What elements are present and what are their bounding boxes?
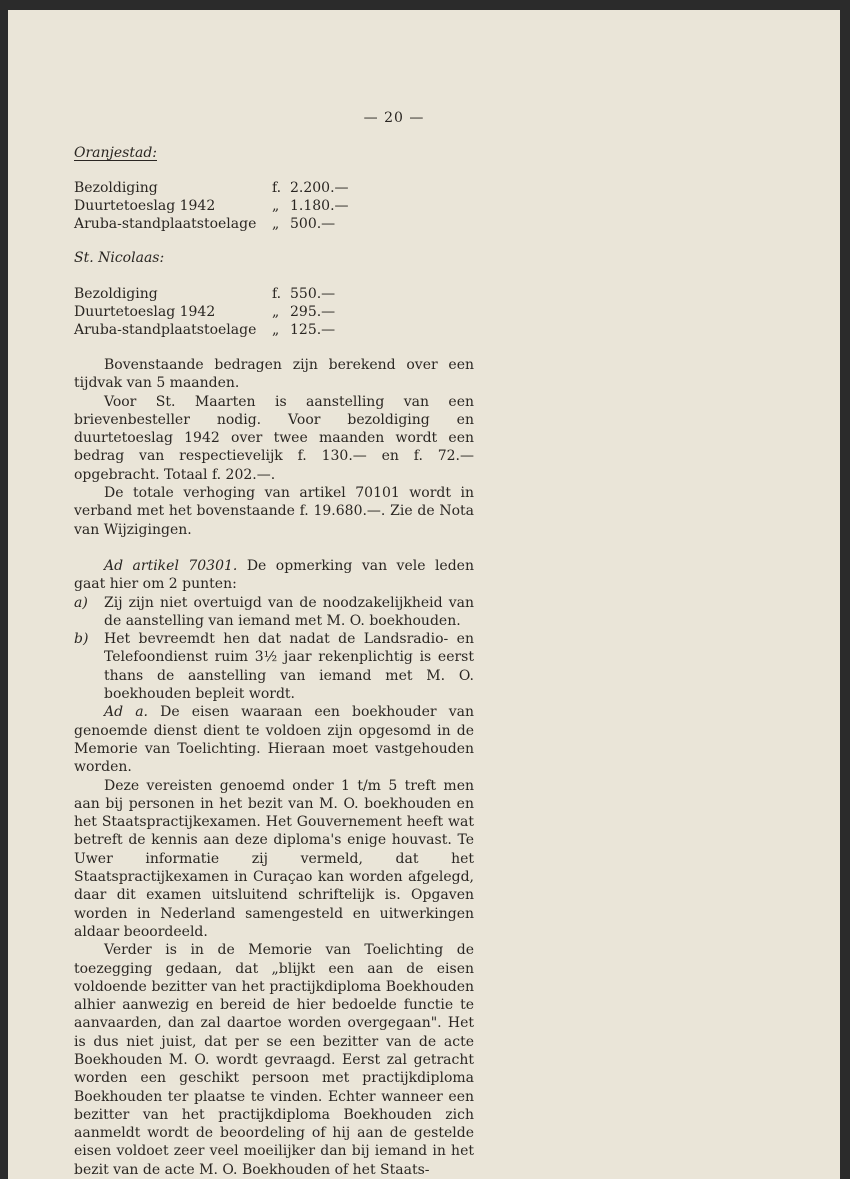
row-label: Bezoldiging <box>74 286 158 302</box>
table-row <box>74 286 374 304</box>
paragraph: Bovenstaande bedragen zijn berekend over een tijdvak van 5 maanden. <box>74 357 474 392</box>
row-amount: 2.200.— <box>290 180 349 196</box>
row-label: Aruba-standplaatstoelage <box>74 322 257 338</box>
page-number: — 20 — <box>363 110 425 126</box>
paragraph-ad-a <box>74 703 474 776</box>
row-prefix: f. <box>272 180 282 196</box>
row-prefix: „ <box>272 322 280 338</box>
paragraph: Voor St. Maarten is aanstelling van een brievenbesteller nodig. Voor bezoldiging en duurtetoeslag 1942 over twee maanden wordt een bedrag van respectievelijk f. 130.— en f. 72.— opgebracht. Totaal f. 202.—. <box>74 393 474 483</box>
list-item-text: Het bevreemdt hen dat nadat de Landsradio- en Telefoondienst ruim 3½ jaar rekenplichtig is eerst thans de aanstelling van iemand met M. O. boekhouden bepleit wordt. <box>104 631 474 703</box>
list-item <box>74 630 474 703</box>
document-page <box>8 10 840 1179</box>
row-amount: 1.180.— <box>290 198 349 214</box>
row-prefix: „ <box>272 304 280 320</box>
row-label: Duurtetoeslag 1942 <box>74 304 216 320</box>
row-label: Duurtetoeslag 1942 <box>74 198 216 214</box>
paragraph: Deze vereisten genoemd onder 1 t/m 5 treft men aan bij personen in het bezit van M. O. boekhouden en het Staatspractijkexamen. Het Gouvernement heeft wat betreft de kennis aan deze diploma's enige houvast. Te Uwer informatie zij vermeld, dat het Staatspractijkexamen in Curaçao kan worden afgelegd, daar dit examen uitsluitend schriftelijk is. Opgaven worden in Nederland samengesteld en uitwerkingen aldaar beoordeeld. <box>74 777 474 940</box>
table-row <box>74 180 374 198</box>
table-row <box>74 216 374 234</box>
heading-oranjestad: Oranjestad: <box>74 145 157 161</box>
row-label: Aruba-standplaatstoelage <box>74 216 257 232</box>
ad-a-text: De eisen waaraan een boekhouder van genoemde dienst dient te voldoen zijn opgesomd in de Memorie van Toelichting. Hieraan moet vastgehouden worden. <box>74 704 474 776</box>
table-row <box>74 304 374 322</box>
ad-artikel-lead: Ad artikel 70301. <box>104 557 238 574</box>
table-row <box>74 322 374 340</box>
list-marker: a) <box>74 594 88 611</box>
row-prefix: f. <box>272 286 282 302</box>
row-prefix: „ <box>272 198 280 214</box>
list-item-text: Zij zijn niet overtuigd van de noodzakelijkheid van de aanstelling van iemand met M. O. boekhouden. <box>104 594 474 629</box>
row-label: Bezoldiging <box>74 180 158 196</box>
paragraph-ad-artikel <box>74 557 474 594</box>
body-text <box>74 356 474 1179</box>
row-amount: 125.— <box>290 322 336 338</box>
row-amount: 295.— <box>290 304 336 320</box>
row-amount: 500.— <box>290 216 336 232</box>
ad-artikel-text: De opmerking van vele leden gaat hier om 2 punten: <box>74 557 474 593</box>
row-amount: 550.— <box>290 286 336 302</box>
heading-st-nicolaas: St. Nicolaas: <box>74 250 165 266</box>
list-item <box>74 594 474 631</box>
paragraph: Verder is in de Memorie van Toelichting de toezegging gedaan, dat „blijkt een aan de eisen voldoende bezitter van het practijkdiploma Boekhouden alhier aanwezig en bereid de hier bedoelde functie te aanvaarden, dan zal daartoe worden overgegaan". Het is dus niet juist, dat per se een bezitter van de acte Boekhouden M. O. wordt gevraagd. Eerst zal getracht worden een geschikt persoon met practijkdiploma Boekhouden ter plaatse te vinden. Echter wanneer een bezitter van het practijkdiploma Boekhouden zich aanmeldt wordt de beoordeling of hij aan de gestelde eisen voldoet zeer veel moeilijker dan bij iemand in het bezit van de acte M. O. Boekhouden of het Staats- <box>74 942 474 1178</box>
row-prefix: „ <box>272 216 280 232</box>
table-row <box>74 198 374 216</box>
ad-a-lead: Ad a. <box>104 704 148 721</box>
list-marker: b) <box>74 631 89 648</box>
paragraph: De totale verhoging van artikel 70101 wordt in verband met het bovenstaande f. 19.680.—. Zie de Nota van Wijzigingen. <box>74 485 474 538</box>
